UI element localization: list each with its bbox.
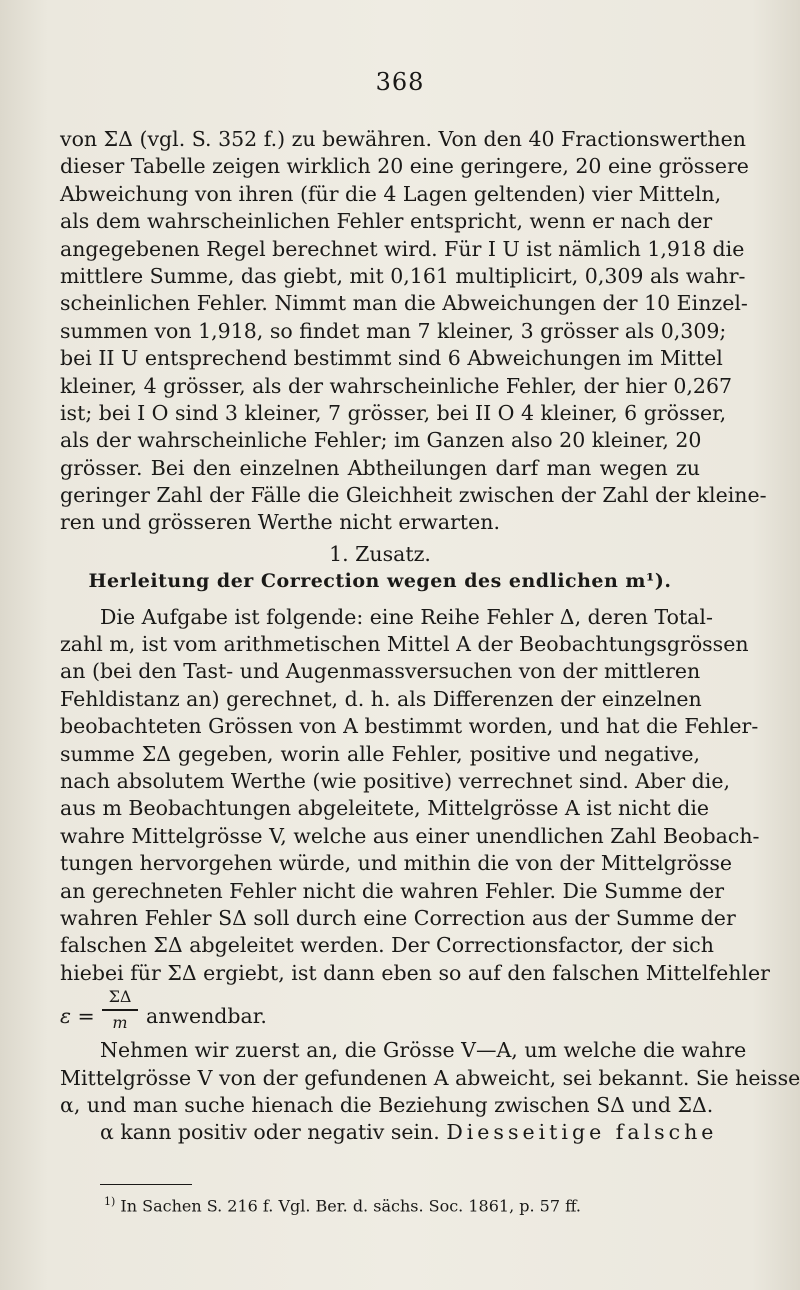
last-line-start: α kann positiv oder negativ sein.	[100, 1120, 440, 1145]
text-line: zahl m, ist vom arithmetischen Mittel A der Beobachtungsgrössen	[60, 632, 749, 657]
text-line: scheinlichen Fehler. Nimmt man die Abweichungen der 10 Einzel-	[60, 291, 748, 316]
text-line: falschen ΣΔ abgeleitet werden. Der Correctionsfactor, der sich	[60, 933, 714, 958]
text-line: tungen hervorgehen würde, und mithin die von der Mittelgrösse	[60, 851, 733, 876]
text-line: als dem wahrscheinlichen Fehler entspricht, wenn er nach der	[60, 209, 713, 234]
text-line-last	[60, 1119, 718, 1146]
text-line: bei II U entsprechend bestimmt sind 6 Abweichungen im Mittel	[60, 346, 723, 371]
text-line: α, und man suche hienach die Beziehung zwischen SΔ und ΣΔ.	[60, 1092, 714, 1117]
text-line: angegebenen Regel berechnet wird. Für I U ist nämlich 1,918 die	[60, 236, 745, 261]
text-line: kleiner, 4 grösser, als der wahrscheinliche Fehler, der hier 0,267	[60, 373, 733, 398]
text-line: Abweichung von ihren (für die 4 Lagen geltenden) vier Mitteln,	[60, 181, 722, 206]
formula-numerator: ΣΔ	[108, 987, 132, 1007]
text-line: dieser Tabelle zeigen wirklich 20 eine geringere, 20 eine grössere	[60, 154, 749, 179]
text-line: wahren Fehler SΔ soll durch eine Correction aus der Summe der	[60, 905, 736, 930]
formula-fraction	[102, 987, 138, 1033]
section-heading: Herleitung der Correction wegen des endlichen m¹).	[88, 570, 672, 593]
section-title: 1. Zusatz.	[329, 541, 431, 566]
text-line: wahre Mittelgrösse V, welche aus einer unendlichen Zahl Beobach-	[60, 823, 760, 848]
formula-denominator: m	[112, 1013, 128, 1033]
text-line: an gerechneten Fehler nicht die wahren Fehler. Die Summe der	[60, 878, 724, 903]
formula-epsilon: ε =	[60, 1004, 95, 1029]
text-line: nach absolutem Werthe (wie positive) verrechnet sind. Aber die,	[60, 768, 731, 793]
text-line: beobachteten Grössen von A bestimmt worden, und hat die Fehler-	[60, 714, 759, 739]
last-line-spaced: Diesseitige falsche	[446, 1120, 718, 1145]
text-line: Nehmen wir zuerst an, die Grösse V—A, um welche die wahre	[100, 1038, 747, 1063]
footnote-mark: 1)	[104, 1195, 116, 1208]
page-number: 368	[375, 68, 425, 96]
text-line: geringer Zahl der Fälle die Gleichheit zwischen der Zahl der kleine-	[60, 483, 767, 508]
footnote	[104, 1192, 704, 1216]
text-line: hiebei für ΣΔ ergiebt, ist dann eben so auf den falschen Mittelfehler	[60, 960, 770, 985]
text-line: aus m Beobachtungen abgeleitete, Mittelgrösse A ist nicht die	[60, 796, 710, 821]
text-line: von ΣΔ (vgl. S. 352 f.) zu bewähren. Von den 40 Fractionswerthen	[60, 127, 746, 151]
text-line: grösser. Bei den einzelnen Abtheilungen darf man wegen zu	[60, 455, 700, 480]
text-line: summen von 1,918, so findet man 7 kleiner, 3 grösser als 0,309;	[60, 318, 727, 343]
fraction-bar	[102, 1009, 138, 1011]
text-line: mittlere Summe, das giebt, mit 0,161 multiplicirt, 0,309 als wahr-	[60, 263, 746, 288]
epsilon-formula	[60, 987, 700, 1037]
text-line: Fehldistanz an) gerechnet, d. h. als Differenzen der einzelnen	[60, 686, 702, 711]
text-line: Die Aufgabe ist folgende: eine Reihe Fehler Δ, deren Total-	[100, 604, 713, 629]
footnote-rule	[100, 1184, 192, 1185]
text-line: ist; bei I O sind 3 kleiner, 7 grösser, bei II O 4 kleiner, 6 grösser,	[60, 400, 727, 425]
text-line: an (bei den Tast- und Augenmassversuchen von der mittleren	[60, 659, 701, 684]
formula-after: anwendbar.	[146, 1004, 267, 1029]
text-line: ren und grösseren Werthe nicht erwarten.	[60, 510, 500, 535]
footnote-text: In Sachen S. 216 f. Vgl. Ber. d. sächs. Soc. 1861, p. 57 ff.	[120, 1196, 581, 1216]
body-text	[60, 126, 800, 1147]
text-line: Mittelgrösse V von der gefundenen A abweicht, sei bekannt. Sie heisse	[60, 1065, 800, 1090]
text-line: als der wahrscheinliche Fehler; im Ganzen also 20 kleiner, 20	[60, 428, 702, 453]
text-line: summe ΣΔ gegeben, worin alle Fehler, positive und negative,	[60, 741, 700, 766]
